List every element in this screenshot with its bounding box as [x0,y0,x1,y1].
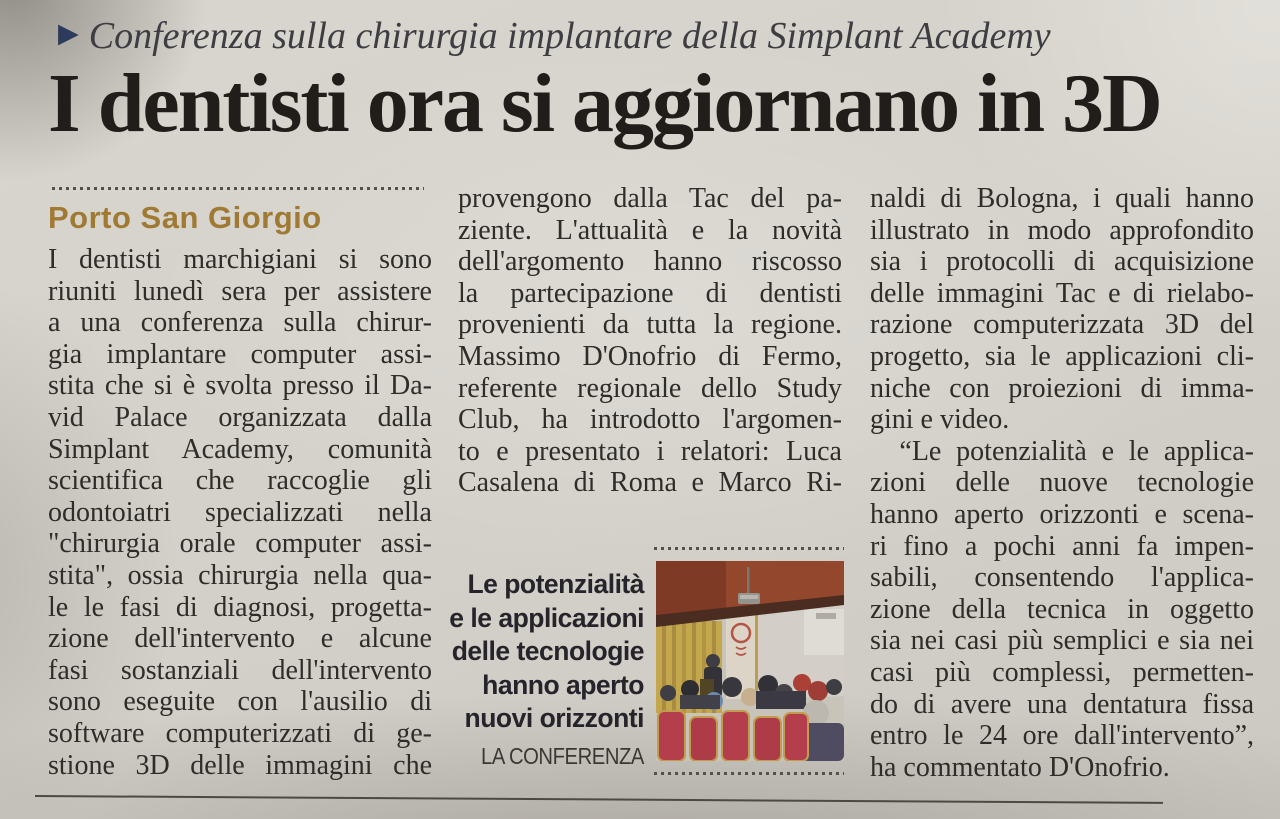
kicker-arrow-icon: ▶ [58,18,79,49]
article-line: zione della tecnica in oggetto [870,593,1254,625]
conference-photo-block [654,546,844,775]
article-line: sono eseguite con l'ausilio di [48,686,432,718]
article-line: Club, ha introdotto l'argomen- [458,404,842,436]
kicker [58,14,1051,58]
article-line: provengono dalla Tac del pa- [458,183,842,214]
article-line: la partecipazione di dentisti [458,277,842,309]
article-line: scientifica che raccoglie gli [48,465,432,497]
article-column-2 [458,183,842,499]
article-line: I dentisti marchigiani si sono [48,244,432,275]
article-line: referente regionale dello Study [458,372,842,404]
article-line: a una conferenza sulla chirur- [48,307,432,339]
article-line: progetto, sia le applicazioni cli- [870,340,1254,372]
article-line: razione computerizzata 3D del [870,309,1254,341]
headline: I dentisti ora si aggiornano in 3D [48,57,1161,150]
caption-line: Le potenzialità [467,569,644,599]
article-line: Casalena di Roma e Marco Ri- [458,467,842,499]
article-line: ziente. L'attualità e la novità [458,214,842,246]
article-line: zione dell'intervento e alcune [48,623,432,655]
article-line: ri fino a pochi anni fa impen- [870,530,1254,562]
article-line: niche con proiezioni di imma- [870,372,1254,404]
article-line: vid Palace organizzata dalla [48,401,432,433]
article-line: provenienti da tutta la regione. [458,309,842,341]
article-bottom-rule [35,795,1163,804]
column-1-text [48,244,432,781]
article-line: odontoiatri specializzati nella [48,496,432,528]
article-line: naldi di Bologna, i quali hanno [870,183,1254,214]
article-line: hanno aperto orizzonti e scena- [870,498,1254,530]
article-line: gini e video. [870,404,1010,436]
caption-credit: LA CONFERENZA [481,742,644,769]
article-line: sia nei casi più semplici e sia nei [870,625,1254,657]
article-line: gia implantare computer assi- [48,338,432,370]
article-line: stita che si è svolta presso il Da- [48,370,432,402]
dotted-divider [654,546,844,550]
column-2-text [458,183,842,499]
dotted-divider [654,771,844,775]
article-column-1 [48,186,432,781]
caption-line: nuovi orizzonti [464,703,644,733]
article-line: "chirurgia orale computer assi- [48,528,432,560]
caption-text [448,568,644,736]
article-line: sia i protocolli di acquisizione [870,246,1254,278]
article-line: ha commentato D'Onofrio. [870,751,1170,783]
article-line: delle immagini Tac e di rielabo- [870,277,1254,309]
column-3-text [870,183,1254,783]
article-line: riuniti lunedì sera per assistere [48,275,432,307]
article-line: Massimo D'Onofrio di Fermo, [458,340,842,372]
article-line: do di avere una dentatura fissa [870,688,1254,720]
article-line: software computerizzati di ge- [48,717,432,749]
caption-line: delle tecnologie [451,636,644,666]
dotted-divider [52,186,424,190]
article-line: entro le 24 ore dall'intervento”, [870,720,1254,752]
article-line: zioni delle nuove tecnologie [870,467,1254,499]
article-line: stione 3D delle immagini che [48,749,432,781]
article-column-3 [870,183,1254,783]
kicker-text: Conferenza sulla chirurgia implantare della Simplant Academy [88,15,1051,57]
article-line: dell'argomento hanno riscosso [458,246,842,278]
conference-photo [656,561,844,761]
article-line: casi più complessi, permetten- [870,656,1254,688]
article-line: illustrato in modo approfondito [870,214,1254,246]
article-line: Simplant Academy, comunità [48,433,432,465]
article-line: sabili, consentendo l'applica- [870,562,1254,594]
article-line: “Le potenzialità e le applica- [899,435,1254,467]
location-header: Porto San Giorgio [48,200,322,235]
article-line: le le fasi di diagnosi, progetta- [48,591,432,623]
article-line: stita", ossia chirurgia nella qua- [48,559,432,591]
caption-line: hanno aperto [482,669,644,700]
photo-caption [448,568,644,770]
article-line: fasi sostanziali dell'intervento [48,654,432,686]
article-line: to e presentato i relatori: Luca [458,435,842,467]
caption-line: e le applicazioni [449,602,644,633]
